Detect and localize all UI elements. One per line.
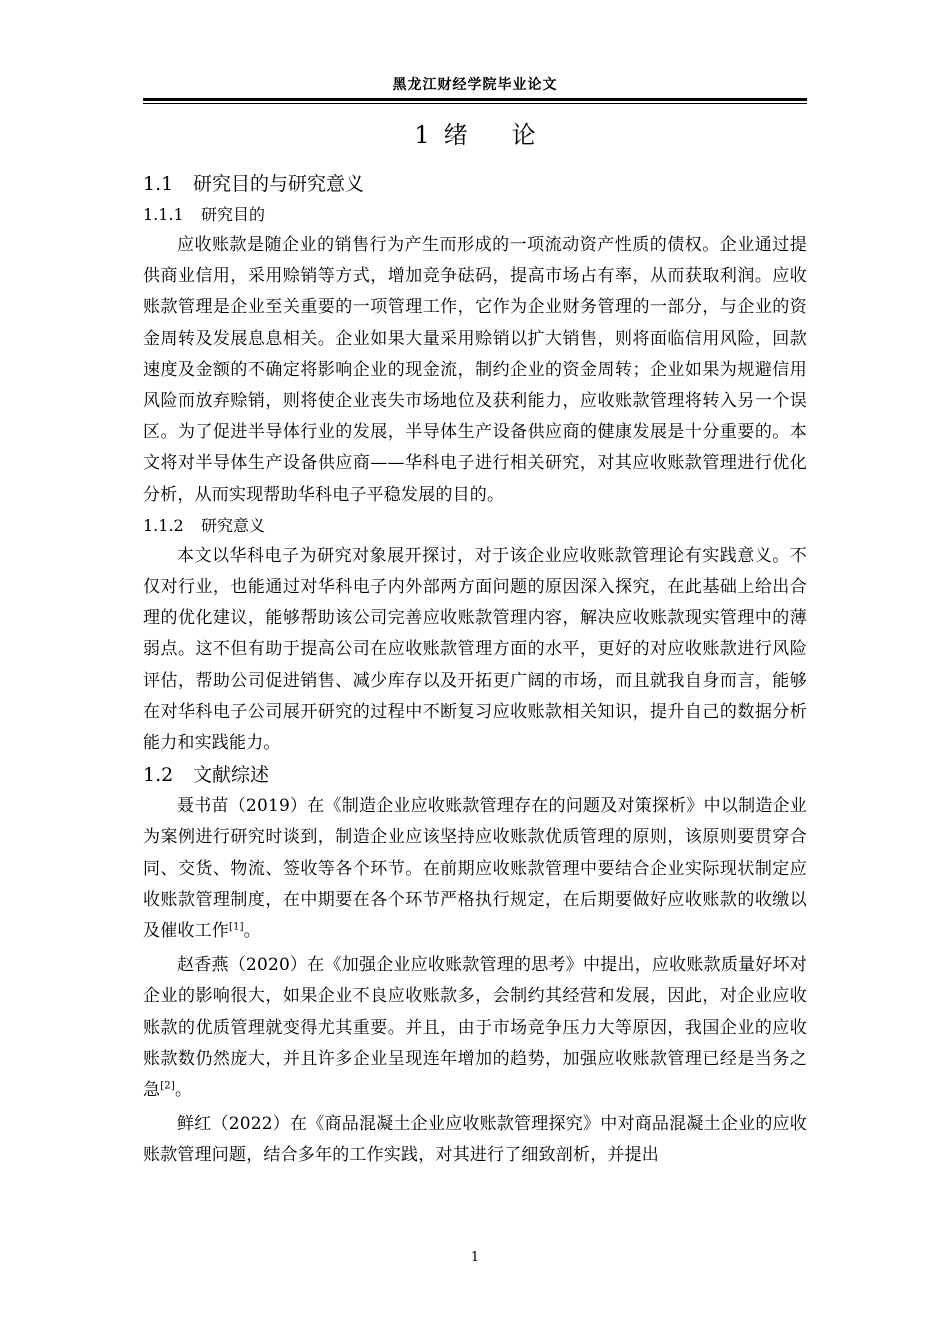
paragraph-literature-3: 鲜红（2022）在《商品混凝土企业应收账款管理探究》中对商品混凝土企业的应收账款管理问题，结合多年的工作实践，对其进行了细致剖析，并提出	[143, 1114, 807, 1166]
chapter-number: 1	[414, 121, 430, 149]
paragraph-text: 聂书苗（2019）在《制造企业应收账款管理存在的问题及对策探析》中以制造企业为案例进行研究时谈到，制造企业应该坚持应收账款优质管理的原则，该原则要贯穿合同、交货、物流、签收等各个环节。在前期应收账款管理中要结合企业实际现状制定应收账款管理制度，在中期要在各个环节严格执行规定，在后期要做好应收账款的收缴以及催收工作	[143, 796, 807, 942]
page-number: 1	[470, 1250, 480, 1265]
subsection-number: 1.1.2	[143, 515, 184, 535]
running-header: 黑龙江财经学院毕业论文	[392, 77, 558, 93]
section-title: 文献综述	[193, 764, 270, 787]
citation-ref[interactable]: [1]	[229, 921, 244, 933]
section-heading-1-1	[143, 168, 807, 200]
section-number: 1.1	[143, 173, 174, 195]
paragraph-research-purpose: 应收账款是随企业的销售行为产生而形成的一项流动资产性质的债权。企业通过提供商业信用，采用赊销等方式，增加竞争砝码，提高市场占有率，从而获取利润。应收账款管理是企业至关重要的一项管理工作，它作为企业财务管理的一部分，与企业的资金周转及发展息息相关。企业如果大量采用赊销以扩大销售，则将面临信用风险，回款速度及金额的不确定将影响企业的现金流，制约企业的资金周转；企业如果为规避信用风险而放弃赊销，则将使企业丧失市场地位及获利能力，应收账款管理将转入另一个误区。为了促进半导体行业的发展，半导体生产设备供应商的健康发展是十分重要的。本文将对半导体生产设备供应商——华科电子进行相关研究，对其应收账款管理进行优化分析，从而实现帮助华科电子平稳发展的目的。	[143, 235, 807, 505]
chapter-title	[143, 118, 807, 152]
paragraph-literature-1	[143, 791, 807, 947]
subsection-title: 研究意义	[201, 515, 266, 535]
subsection-heading-1-1-2	[143, 511, 807, 541]
section-number: 1.2	[143, 764, 174, 787]
section-heading-1-2	[143, 759, 807, 791]
header-rule-thin	[143, 103, 807, 104]
subsection-number: 1.1.1	[143, 205, 184, 224]
body-content	[143, 168, 807, 1172]
paragraph-literature-2	[143, 950, 807, 1106]
paragraph-end: 。	[243, 921, 261, 942]
header-rule-thick	[143, 98, 807, 101]
paragraph-research-significance: 本文以华科电子为研究对象展开探讨，对于该企业应收账款管理论有实践意义。不仅对行业，也能通过对华科电子内外部两方面问题的原因深入探究，在此基础上给出合理的优化建议，能够帮助该公司完善应收账款管理内容，解决应收账款现实管理中的薄弱点。这不但有助于提高公司在应收账款管理方面的水平，更好的对应收账款进行风险评估，帮助公司促进销售、减少库存以及开拓更广阔的市场，而且就我自身而言，能够在对华科电子公司展开研究的过程中不断复习应收账款相关知识，提升自己的数据分析能力和实践能力。	[143, 545, 807, 754]
subsection-heading-1-1-1	[143, 200, 807, 230]
paragraph-end: 。	[174, 1080, 193, 1101]
chapter-title-part2: 论	[511, 121, 536, 149]
citation-ref[interactable]: [2]	[160, 1080, 175, 1092]
chapter-title-part1: 绪	[443, 121, 468, 149]
paragraph-text: 赵香燕（2020）在《加强企业应收账款管理的思考》中提出，应收账款质量好坏对企业的影响很大，如果企业不良应收账款多，会制约其经营和发展，因此，对企业应收账款的优质管理就变得尤其重要。并且，由于市场竞争压力大等原因，我国企业的应收账款数仍然庞大，并且许多企业呈现连年增加的趋势，加强应收账款管理已经是当务之急	[143, 955, 807, 1101]
section-title: 研究目的与研究意义	[193, 173, 365, 195]
subsection-title: 研究目的	[201, 205, 266, 224]
